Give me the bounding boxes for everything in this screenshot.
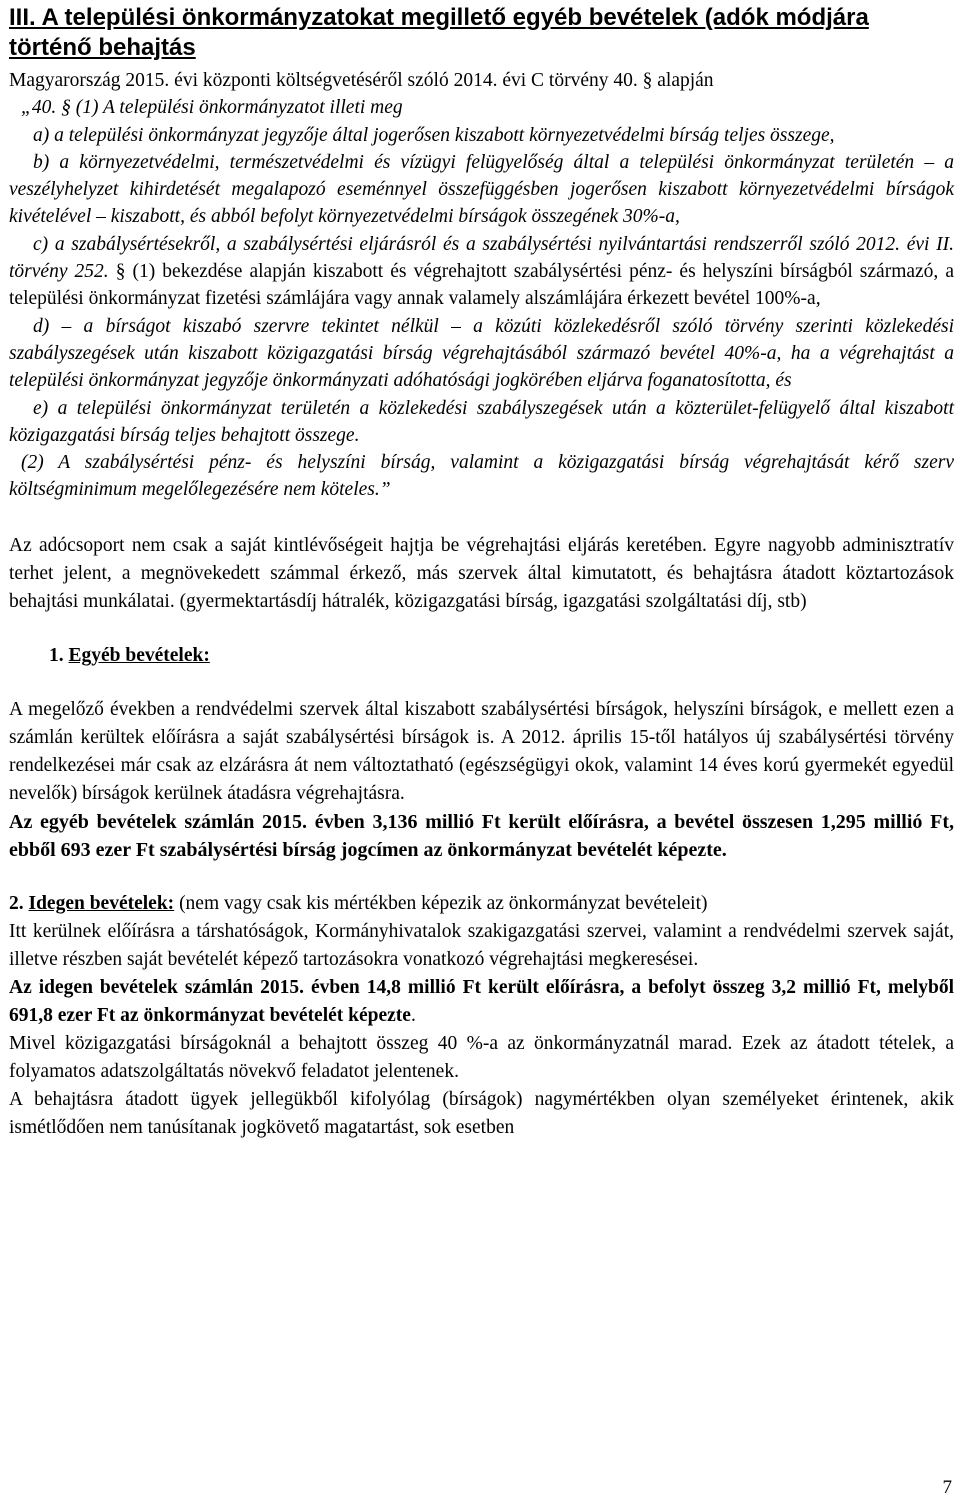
section-2-bold-end: . [410, 1004, 416, 1026]
law-opening [9, 94, 954, 121]
section-2-number: 2. [9, 892, 24, 914]
law-item-c-rest: § (1) bekezdése alapján kiszabott és végrehajtott szabálysértési pénz- és helyszíni bírságból származó, a települési önkormányzat fizetési számlájára vagy annak valamely alszámlájára érkezett bevétel 100%-a, [9, 261, 955, 310]
law-item-c-italic: c) a szabálysértésekről, a szabálysértési eljárásról és a szabálysértési nyilvántartási rendszerről szóló 2012. évi II. törvény 252. [9, 233, 954, 283]
law-item-b-text: b) a környezetvédelmi, természetvédelmi és vízügyi felügyelőség által a települési önkormányzat területén – a veszélyhelyzet kihirdetését megalapozó eseménnyel összefüggésben jogerősen kiszabott környezetvédelmi bírságok kivételével – kiszabott, és abból befolyt környezetvédelmi bírságok összegének 30%-a, [9, 151, 954, 228]
section-1-bold-paragraph: Az egyéb bevételek számlán 2015. évben 3,136 millió Ft került előírásra, a bevétel összesen 1,295 millió Ft, ebből 693 ezer Ft szabálysértési bírság jogcímen az önkormányzat bevételét képezte. [9, 810, 954, 861]
section-2-bold-text: Az idegen bevételek számlán 2015. évben 14,8 millió Ft került előírásra, a befolyt összeg 3,2 millió Ft, melyből 691,8 ezer Ft az önkormányzat bevételét képezte [9, 976, 954, 1026]
law-opening-text: „40. § (1) A települési önkormányzatot illeti meg [21, 97, 403, 119]
section-2-title [9, 890, 954, 918]
law-intro: Magyarország 2015. évi központi költségvetéséről szóló 2014. évi C törvény 40. § alapján [9, 70, 714, 91]
law-item-c [9, 231, 954, 313]
section-1-title-text: Egyéb bevételek: [68, 644, 210, 666]
section-heading: III. A települési önkormányzatokat megillető egyéb bevételek (adók módjára történő behajtás [9, 4, 869, 61]
law-item-a [9, 122, 954, 149]
section-1-title [9, 642, 954, 670]
section-1-number: 1. [49, 644, 64, 666]
law-item-e [9, 395, 954, 450]
section-2-title-text: Idegen bevételek: [28, 892, 175, 914]
spacer [9, 616, 954, 642]
law-item-e-text: e) a települési önkormányzat területén a közlekedési szabályszegések után a közterület-felügyelő által kiszabott közigazgatási bírság teljes behajtott összege. [9, 397, 954, 446]
law-item-d-text: d) – a bírságot kiszabó szervre tekintet nélkül – a közúti közlekedésről szóló törvény szerinti közlekedési szabályszegések után kiszabott közigazgatási bírság végrehajtásából származó bevétel 40%-a, ha a végrehajtást a települési önkormányzat jegyzője önkormányzati adóhatósági jogkörében eljárva foganatosította, és [9, 315, 954, 392]
spacer [9, 504, 954, 532]
law-item-b [9, 149, 954, 231]
section-2-paragraph-3: A behajtásra átadott ügyek jellegükből kifolyólag (bírságok) nagymértékben olyan személyeket érintenek, akik ismétlődően nem tanúsítanak jogkövető magatartást, sok esetben [9, 1088, 954, 1138]
summary-paragraph: Az adócsoport nem csak a saját kintlévőségeit hajtja be végrehajtási eljárás keretében. Egyre nagyobb adminisztratív terhet jelent, a megnövekedett számmal érkező, más szervek által kimutatott, és behajtásra átadott köztartozások behajtási munkálatai. (gyermektartásdíj hátralék, közigazgatási bírság, igazgatási szolgáltatási díj, stb) [9, 534, 954, 612]
page-number: 7 [942, 1477, 952, 1498]
spacer [9, 670, 954, 696]
section-2-bold-paragraph [9, 974, 954, 1030]
section-2-paragraph: Itt kerülnek előírásra a társhatóságok, Kormányhivatalok szakigazgatási szervei, valamint a rendvédelmi szervek saját, illetve részben saját bevételét képező tartozásokra vonatkozó végrehajtási megkeresései. [9, 920, 954, 970]
law-item-a-text: a) a települési önkormányzat jegyzője által jogerősen kiszabott környezetvédelmi bírság teljes összege, [33, 124, 835, 146]
law-item-d [9, 313, 954, 395]
section-2-paragraph-2: Mivel közigazgatási bírságoknál a behajtott összeg 40 %-a az önkormányzatnál marad. Ezek az átadott tételek, a folyamatos adatszolgáltatás növekvő feladatot jelentenek. [9, 1032, 954, 1082]
section-1-paragraph: A megelőző években a rendvédelmi szervek által kiszabott szabálysértési bírságok, helyszíni bírságok, e mellett ezen a számlán kerültek előírásra a saját szabálysértési bírságok is. A 2012. április 15-től hatályos új szabálysértési törvény rendelkezései már csak az elzárásra át nem változtatható (egészségügyi okok, valamint 14 éves korú gyermekét egyedül nevelők) bírságok kerülnek átadásra végrehajtásra. [9, 698, 954, 804]
law-para-2-text: (2) A szabálysértési pénz- és helyszíni bírság, valamint a közigazgatási bírság végrehajtását kérő szerv költségminimum megelőlegezésére nem köteles.” [9, 452, 954, 501]
section-2-title-note: (nem vagy csak kis mértékben képezik az önkormányzat bevételeit) [179, 892, 708, 914]
document-page [9, 0, 954, 1142]
spacer [9, 864, 954, 890]
law-para-2 [9, 449, 954, 504]
